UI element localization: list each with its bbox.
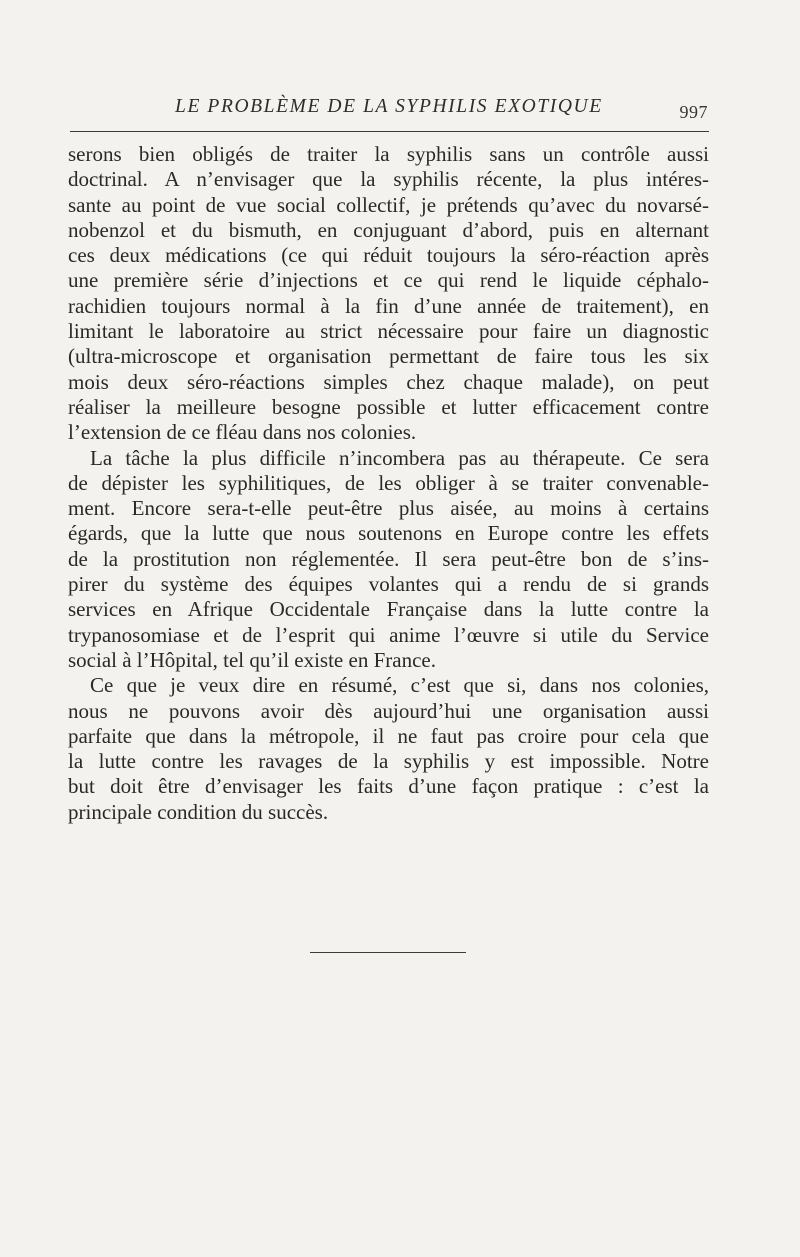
text-line: ment. Encore sera-t-elle peut-être plus aisée, au moins à certains bbox=[68, 496, 709, 521]
paragraph-3 bbox=[68, 673, 709, 825]
text-line: services en Afrique Occidentale Française dans la lutte contre la bbox=[68, 597, 709, 622]
running-title: LE PROBLÈME DE LA SYPHILIS EXOTIQUE bbox=[175, 96, 603, 117]
text-line: pirer du système des équipes volantes qui a rendu de si grands bbox=[68, 572, 709, 597]
paragraph-2 bbox=[68, 446, 709, 674]
page-number: 997 bbox=[679, 102, 708, 122]
running-header bbox=[70, 96, 710, 128]
text-line: but doit être d’envisager les faits d’une façon pratique : c’est la bbox=[68, 774, 709, 799]
text-line: doctrinal. A n’envisager que la syphilis récente, la plus intéres- bbox=[68, 167, 709, 192]
header-rule bbox=[70, 131, 709, 132]
paragraph-1 bbox=[68, 142, 709, 446]
text-line: nobenzol et du bismuth, en conjuguant d’abord, puis en alternant bbox=[68, 217, 709, 242]
text-line: social à l’Hôpital, tel qu’il existe en France. bbox=[68, 647, 436, 672]
text-line: nous ne pouvons avoir dès aujourd’hui une organisation aussi bbox=[68, 698, 709, 723]
text-line: principale condition du succès. bbox=[68, 799, 329, 824]
text-line: de la prostitution non réglementée. Il sera peut-être bon de s’ins- bbox=[68, 546, 709, 571]
text-line: trypanosomiase et de l’esprit qui anime l’œuvre si utile du Service bbox=[68, 622, 709, 647]
text-line: La tâche la plus difficile n’incombera pas au thérapeute. Ce sera bbox=[90, 445, 709, 470]
text-line: mois deux séro-réactions simples chez chaque malade), on peut bbox=[68, 369, 709, 394]
text-line: rachidien toujours normal à la fin d’une année de traitement), en bbox=[68, 293, 709, 318]
text-line: (ultra-microscope et organisation permettant de faire tous les six bbox=[68, 344, 709, 369]
end-rule bbox=[310, 952, 466, 953]
text-line: réaliser la meilleure besogne possible et lutter efficacement contre bbox=[68, 394, 709, 419]
text-line: égards, que la lutte que nous soutenons en Europe contre les effets bbox=[68, 521, 709, 546]
text-line: ces deux médications (ce qui réduit toujours la séro-réaction après bbox=[68, 243, 709, 268]
text-line: Ce que je veux dire en résumé, c’est que si, dans nos colonies, bbox=[90, 673, 709, 698]
text-line: parfaite que dans la métropole, il ne faut pas croire pour cela que bbox=[68, 723, 709, 748]
text-line: l’extension de ce fléau dans nos colonies. bbox=[68, 420, 417, 445]
text-line: une première série d’injections et ce qui rend le liquide céphalo- bbox=[68, 268, 709, 293]
text-line: limitant le laboratoire au strict nécessaire pour faire un diagnostic bbox=[68, 319, 709, 344]
text-line: sante au point de vue social collectif, je prétends qu’avec du novarsé- bbox=[68, 192, 709, 217]
text-line: de dépister les syphilitiques, de les obliger à se traiter convenable- bbox=[68, 470, 709, 495]
text-line: la lutte contre les ravages de la syphilis y est impossible. Notre bbox=[68, 749, 709, 774]
text-line: serons bien obligés de traiter la syphilis sans un contrôle aussi bbox=[68, 142, 709, 166]
body-text bbox=[68, 142, 709, 825]
